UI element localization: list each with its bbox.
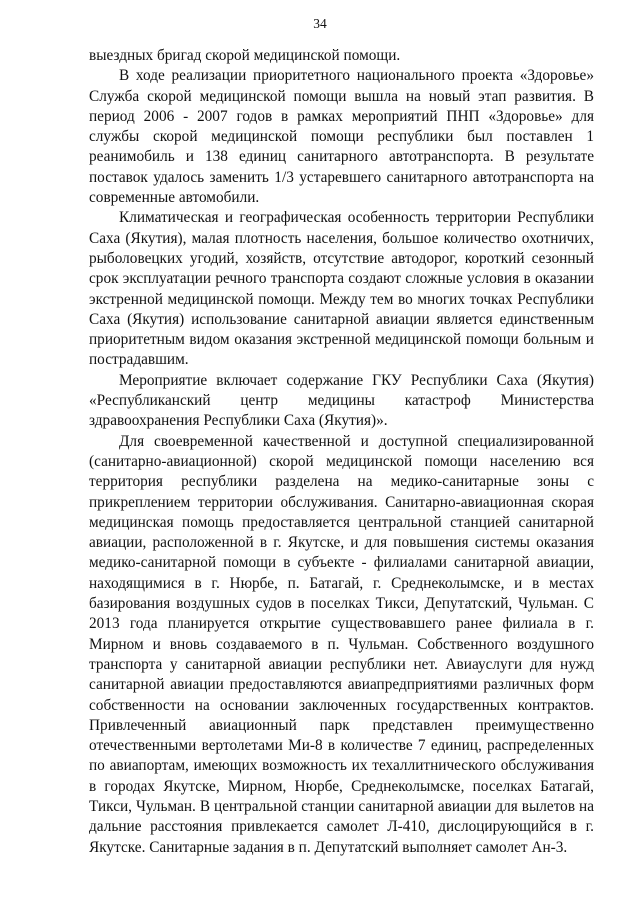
document-body [89,46,594,858]
paragraph-climate-conditions: Климатическая и географическая особенность территории Республики Саха (Якутия), малая плотность населения, большое количество охотничих, рыболовецких угодий, хозяйств, отсутствие автодорог, короткий сезонный срок эксплуатации речного транспорта создают сложные условия в оказании экстренной медицинской помощи. Между тем во многих точках Республики Саха (Якутия) использование санитарной авиации является единственным приоритетным видом оказания экстренной медицинской помощи больным и пострадавшим. [89,209,594,369]
paragraph-health-project: В ходе реализации приоритетного национального проекта «Здоровье» Служба скорой медицинской помощи вышла на новый этап развития. В период 2006 - 2007 годов в рамках мероприятий ПНП «Здоровье» для службы скорой медицинской помощи республики был поставлен 1 реанимобиль и 138 единиц санитарного автотранспорта. В результате поставок удалось заменить 1/3 устаревшего санитарного автотранспорта на современные автомобили. [89,67,594,207]
page-number: 34 [313,16,327,31]
paragraph-event-description: Мероприятие включает содержание ГКУ Республики Саха (Якутия) «Республиканский центр медицины катастроф Министерства здравоохранения Республики Саха (Якутия)». [89,371,594,430]
paragraph-continuation: выездных бригад скорой медицинской помощи. [89,47,401,64]
paragraph-air-ambulance: Для своевременной качественной и доступной специализированной (санитарно-авиационной) скорой медицинской помощи населению вся территория республики разделена на медико-санитарные зоны с прикреплением территории обслуживания. Санитарно-авиационная скорая медицинская помощь предоставляется центральной станцией санитарной авиации, расположенной в г. Якутске, и для повышения системы оказания медико-санитарной помощи в субъекте - филиалами санитарной авиации, находящимися в г. Нюрбе, п. Батагай, г. Среднеколымске, и в местах базирования воздушных судов в поселках Тикси, Депутатский, Чульман. С 2013 года планируется открытие существовавшего ранее филиала в г. Мирном и вновь создаваемого в п. Чульман. Собственного воздушного транспорта у санитарной авиации республики нет. Авиауслуги для нужд санитарной авиации предоставляются авиапредприятиями различных форм собственности на основании заключенных государственных контрактов. Привлеченный авиационный парк представлен преимущественно отечественными вертолетами Ми-8 в количестве 7 единиц, распределенных по авиапортам, имеющих возможность их техаллитнического обслуживания в городах Якутске, Мирном, Нюрбе, Среднеколымске, поселках Батагай, Тикси, Чульман. В центральной станции санитарной авиации для вылетов на дальние расстояния привлекается самолет Л-410, дислоцирующийся в г. Якутске. Санитарные задания в п. Депутатский выполняет самолет Ан-3. [89,432,594,856]
